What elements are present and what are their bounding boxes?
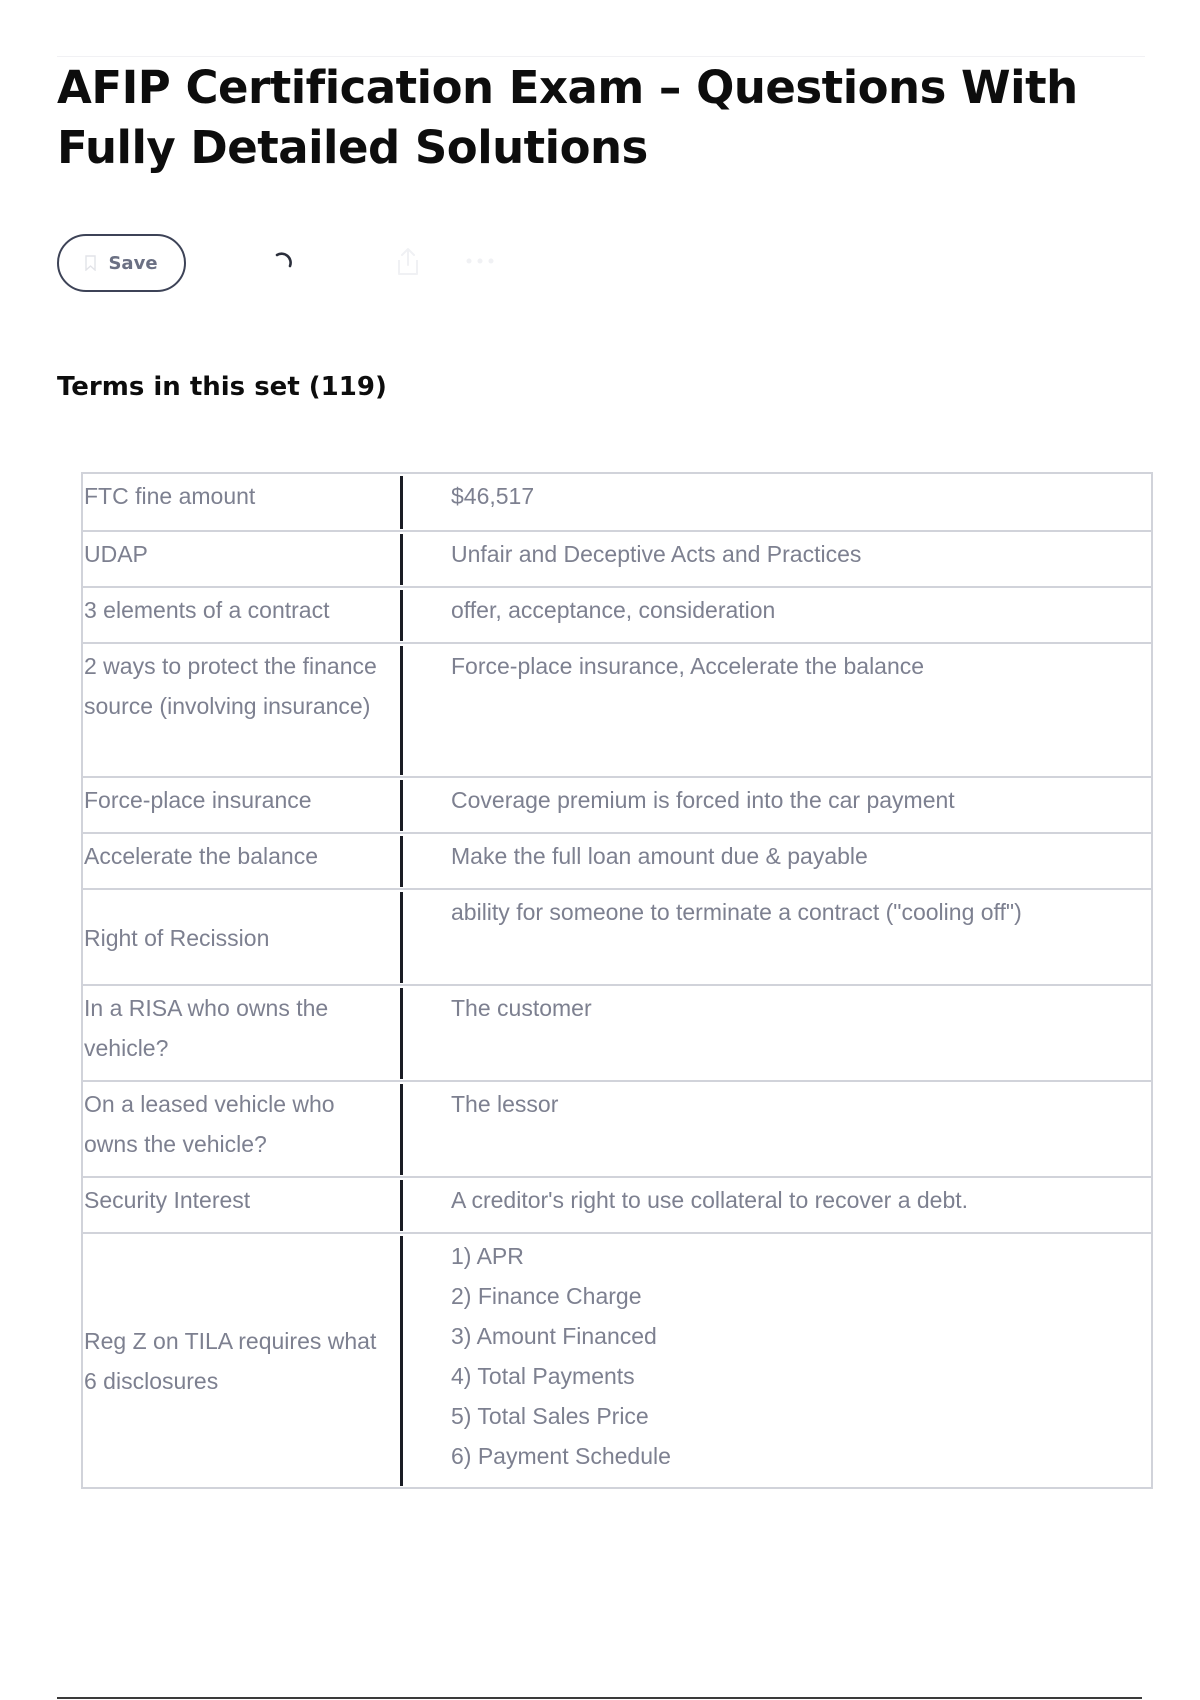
definition-text: offer, acceptance, consideration [451, 597, 776, 623]
terms-table [81, 472, 1153, 1489]
definition-cell [403, 476, 1151, 529]
term-text: Security Interest [84, 1187, 251, 1213]
term-row [83, 474, 1151, 532]
definition-text: The lessor [451, 1091, 559, 1117]
term-row [83, 644, 1151, 778]
definition-text: 3) Amount Financed [451, 1323, 657, 1349]
bookmark-icon [85, 255, 96, 271]
more-options-icon[interactable] [462, 254, 498, 268]
definition-text: Unfair and Deceptive Acts and Practices [451, 541, 862, 567]
term-text: Right of Recission [84, 924, 270, 951]
definition-text: $46,517 [451, 483, 535, 509]
term-text: On a leased vehicle who owns the vehicle? [84, 1091, 335, 1157]
term-text-cell [83, 646, 403, 775]
definition-cell [403, 780, 1151, 831]
term-row [83, 1234, 1151, 1487]
definition-cell [403, 892, 1151, 983]
definition-text: 4) Total Payments [451, 1363, 635, 1389]
definition-cell [403, 1180, 1151, 1231]
term-text-cell [83, 534, 403, 585]
save-button[interactable] [57, 234, 186, 292]
term-row [83, 1178, 1151, 1234]
term-row [83, 532, 1151, 588]
term-row [83, 778, 1151, 834]
definition-text: Make the full loan amount due & payable [451, 843, 868, 869]
term-text-cell [83, 780, 403, 831]
definition-text: 5) Total Sales Price [451, 1403, 649, 1429]
term-text-cell [83, 1180, 403, 1231]
term-text: 2 ways to protect the finance source (involving insurance) [84, 653, 377, 719]
term-text-cell [83, 836, 403, 887]
top-divider [57, 56, 1145, 57]
term-text-cell [83, 590, 403, 641]
loading-spinner-icon [270, 249, 298, 277]
term-text-cell [83, 892, 403, 983]
definition-text: Force-place insurance, Accelerate the balance [451, 653, 925, 679]
term-row [83, 1082, 1151, 1178]
term-text: FTC fine amount [84, 483, 256, 509]
definition-cell [403, 646, 1151, 775]
action-toolbar [57, 234, 657, 294]
term-row [83, 588, 1151, 644]
definition-text: The customer [451, 995, 592, 1021]
term-text-cell [83, 1236, 403, 1486]
definition-cell [403, 534, 1151, 585]
term-text-cell [83, 988, 403, 1079]
term-row [83, 834, 1151, 890]
definition-cell [403, 590, 1151, 641]
definition-cell [403, 836, 1151, 887]
share-icon[interactable] [393, 246, 423, 278]
term-text-cell [83, 1084, 403, 1175]
term-text: In a RISA who owns the vehicle? [84, 995, 329, 1061]
term-text: Reg Z on TILA requires what 6 disclosures [84, 1328, 377, 1394]
definition-text: ability for someone to terminate a contract ("cooling off") [451, 899, 1022, 925]
term-text: Force-place insurance [84, 787, 312, 813]
term-text-cell [83, 476, 403, 529]
page-title: AFIP Certification Exam – Questions With Fully Detailed Solutions [57, 61, 1078, 174]
definition-text: 1) APR [451, 1243, 524, 1269]
term-text: Accelerate the balance [84, 843, 318, 869]
term-row [83, 890, 1151, 986]
definition-text: 2) Finance Charge [451, 1283, 642, 1309]
definition-cell [403, 1084, 1151, 1175]
save-button-label: Save [108, 252, 158, 274]
definition-text: 6) Payment Schedule [451, 1443, 671, 1469]
terms-count-heading: Terms in this set (119) [57, 372, 387, 402]
bottom-divider [57, 1697, 1142, 1699]
definition-text: A creditor's right to use collateral to recover a debt. [451, 1187, 969, 1213]
definition-text: Coverage premium is forced into the car payment [451, 787, 955, 813]
term-text: UDAP [84, 541, 148, 567]
term-row [83, 986, 1151, 1082]
definition-cell [403, 1236, 1151, 1486]
term-text: 3 elements of a contract [84, 597, 330, 623]
definition-cell [403, 988, 1151, 1079]
